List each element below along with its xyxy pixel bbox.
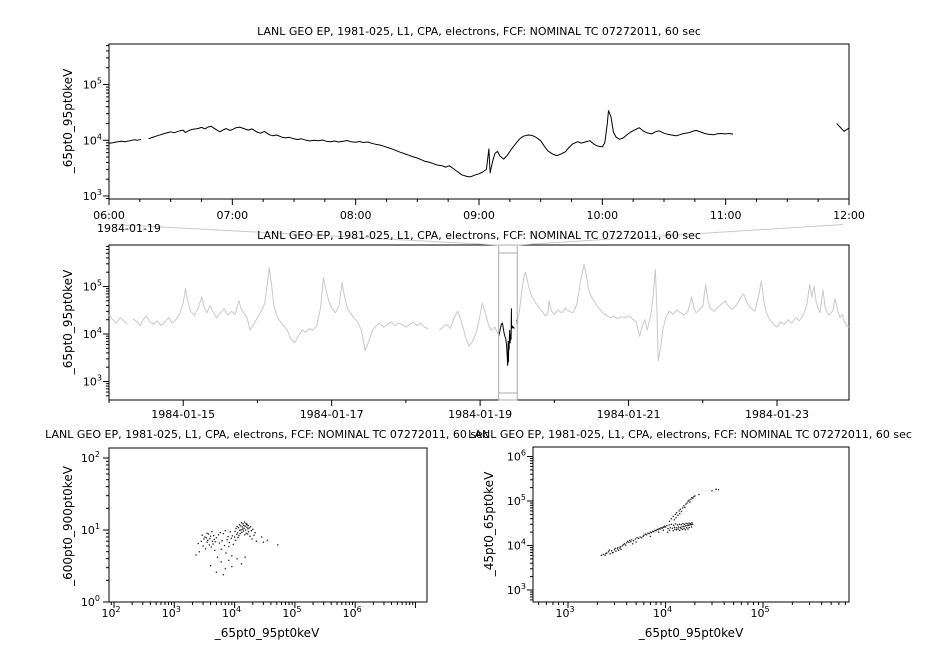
- panel1-timerange-label: 1984-01-19: [97, 222, 161, 235]
- tick-label: 1984-01-23: [745, 408, 809, 421]
- series-line: [109, 265, 849, 362]
- tick-label: 09:00: [463, 209, 495, 222]
- tick-label: $10^6$: [342, 605, 362, 620]
- panel1-plot-area[interactable]: [109, 44, 849, 199]
- context-selection-box[interactable]: [499, 245, 518, 400]
- tick-label: $10^4$: [222, 605, 242, 620]
- tick-label: 1984-01-21: [596, 408, 661, 421]
- tick-label: $10^3$: [82, 188, 102, 203]
- tick-label: $10^3$: [506, 582, 526, 597]
- tick-label: 12:00: [833, 209, 865, 222]
- tick-label: $10^3$: [82, 373, 102, 389]
- panel3-y-axis-label[interactable]: _600pt0_900pt0keV: [61, 466, 75, 586]
- tick-label: $10^4$: [82, 132, 102, 148]
- scatter-600-900-panel: [81, 448, 427, 620]
- scatter-45-65-points: [601, 488, 720, 556]
- tick-label: 1984-01-19: [448, 408, 513, 421]
- tick-label: 1984-01-17: [299, 408, 364, 421]
- panel3-x-axis-label[interactable]: _65pt0_95pt0keV: [214, 626, 320, 640]
- tick-label: $10^5$: [82, 76, 102, 92]
- scatter-45-65-panel: [507, 447, 849, 620]
- zoom-timeseries-panel: [83, 44, 865, 222]
- tick-label: $10^3$: [161, 605, 181, 620]
- panel1-title: LANL GEO EP, 1981-025, L1, CPA, electrons, FCF: NOMINAL TC 07272011, 60 sec: [257, 25, 701, 38]
- panel4-y-axis-label[interactable]: _45pt0_65pt0keV: [482, 471, 496, 577]
- tick-label: 06:00: [93, 209, 125, 222]
- tick-label: $10^5$: [282, 605, 302, 620]
- tick-label: 08:00: [339, 209, 372, 222]
- tick-label: $10^2$: [80, 450, 100, 465]
- tick-label: 1984-01-15: [151, 408, 216, 421]
- series-line: [499, 309, 518, 365]
- tick-label: 07:00: [216, 209, 249, 222]
- tick-label: $10^4$: [506, 537, 526, 553]
- scatter-600-900-points: [195, 521, 278, 575]
- panel2-plot-area[interactable]: [109, 245, 849, 400]
- tick-label: $10^4$: [82, 326, 102, 341]
- tick-label: $10^5$: [506, 493, 526, 508]
- tick-label: $10^5$: [82, 278, 102, 294]
- tick-label: $10^6$: [506, 448, 526, 464]
- panel4-x-axis-label[interactable]: _65pt0_95pt0keV: [638, 626, 744, 640]
- tick-label: $10^3$: [555, 605, 575, 620]
- tick-label: 10:00: [586, 209, 619, 222]
- panel4-title: LANL GEO EP, 1981-025, L1, CPA, electrons, FCF: NOMINAL TC 07272011, 60 sec: [468, 428, 912, 441]
- panel1-y-axis-label[interactable]: _65pt0_95pt0keV: [61, 68, 75, 174]
- panel3-title: LANL GEO EP, 1981-025, L1, CPA, electrons, FCF: NOMINAL TC 07272011, 60 sec: [45, 428, 489, 441]
- tick-label: $10^0$: [80, 594, 100, 609]
- panel2-y-axis-label[interactable]: _65pt0_95pt0keV: [61, 269, 75, 375]
- tick-label: $10^5$: [750, 605, 770, 620]
- tick-label: 11:00: [709, 209, 742, 222]
- tick-label: $10^4$: [652, 605, 673, 620]
- series-line: [109, 111, 849, 177]
- panel3-plot-area[interactable]: [109, 448, 427, 602]
- panel2-title: LANL GEO EP, 1981-025, L1, CPA, electrons, FCF: NOMINAL TC 07272011, 60 sec: [257, 229, 701, 242]
- context-timeseries-panel: [83, 225, 849, 422]
- tick-label: $10^2$: [101, 605, 121, 620]
- tick-label: $10^1$: [80, 522, 100, 537]
